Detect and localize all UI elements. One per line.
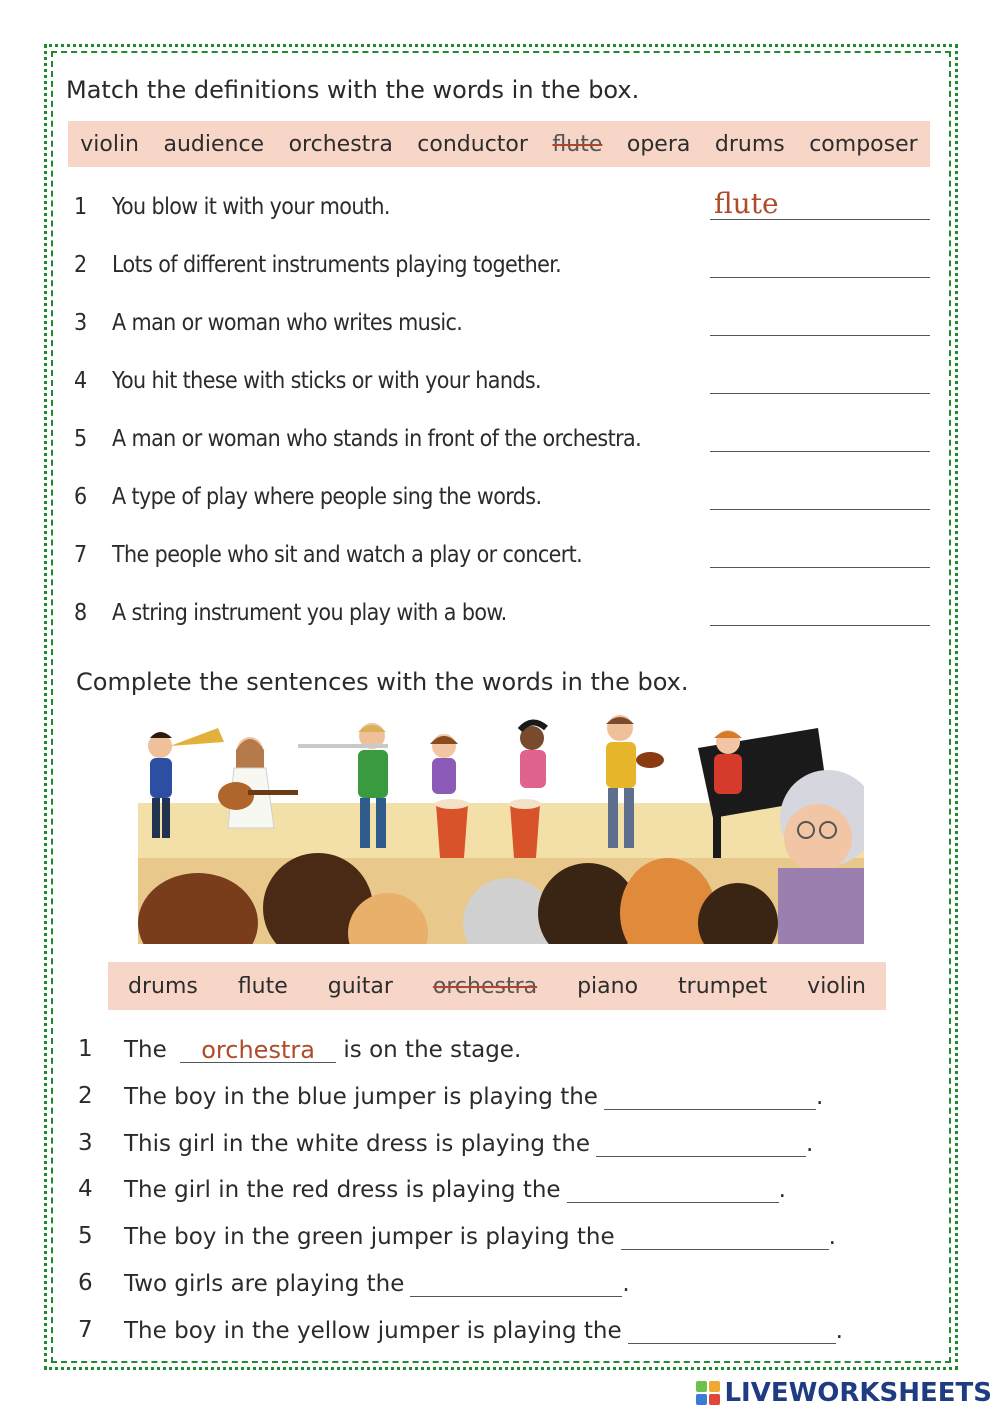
definition-row [74,188,934,246]
sentence-text [124,1176,786,1203]
sentence-end: . [622,1270,630,1297]
definition-text: You blow it with your mouth. [112,194,390,220]
item-number: 1 [78,1036,93,1062]
answer-field[interactable] [710,596,930,626]
item-number: 7 [78,1316,93,1343]
item-number: 5 [78,1223,93,1250]
item-number: 7 [74,542,88,568]
word-chip: guitar [327,973,393,999]
definition-row [74,362,934,420]
item-number: 6 [74,484,88,510]
word-chip: opera [626,131,691,157]
item-number: 4 [78,1176,93,1203]
word-chip: drums [714,131,785,157]
sentence-row [78,1266,938,1313]
answer-field[interactable]: orchestra [180,1036,336,1063]
answer-field[interactable] [710,248,930,278]
definition-row [74,594,934,652]
item-number: 3 [78,1129,93,1156]
sentence-row [78,1172,938,1219]
sentence-start: The boy in the blue jumper is playing the [124,1083,598,1110]
word-chip: violin [807,973,866,999]
sentence-row [78,1032,938,1079]
answer-field[interactable] [596,1130,806,1157]
sentence-end: . [815,1083,824,1110]
sentence-text [124,1270,630,1297]
definition-row [74,304,934,362]
sentence-text [124,1317,843,1344]
exercise2-heading: Complete the sentences with the words in the box. [76,668,689,696]
exercise1-heading: Match the definitions with the words in the box. [66,76,640,104]
definition-list [74,188,934,652]
item-number: 2 [74,252,88,278]
sentence-text [124,1036,521,1063]
sentence-end: . [835,1317,843,1344]
word-chip: drums [127,973,198,999]
logo-mark-icon [696,1381,720,1405]
word-chip: audience [163,131,265,157]
word-chip: piano [577,973,639,999]
sentence-end: is on the stage. [343,1037,522,1063]
definition-row [74,478,934,536]
sentence-list [78,1032,938,1360]
sentence-start: The boy in the green jumper is playing the [124,1224,615,1251]
definition-text: Lots of different instruments playing together. [112,252,562,278]
definition-text: A man or woman who writes music. [112,310,463,336]
answer-field[interactable]: flute [710,190,930,220]
exercise2-word-box [108,962,886,1010]
sentence-row [78,1126,938,1173]
answer-field[interactable] [710,306,930,336]
liveworksheets-logo [696,1378,992,1408]
definition-row [74,246,934,304]
item-number: 6 [78,1269,93,1296]
sentence-end: . [806,1130,814,1157]
sentence-end: . [778,1177,786,1204]
sentence-start: The girl in the red dress is playing the [124,1177,561,1204]
sentence-end: . [828,1224,836,1251]
item-number: 5 [74,426,88,452]
answer-field[interactable] [628,1317,836,1344]
item-number: 4 [74,368,88,394]
sentence-start: The [124,1037,167,1063]
item-number: 1 [74,194,88,220]
sentence-text [124,1130,813,1157]
sentence-text [124,1223,836,1250]
answer-field[interactable] [710,480,930,510]
item-number: 8 [74,600,88,626]
definition-text: A man or woman who stands in front of the orchestra. [112,426,642,452]
sentence-start: This girl in the white dress is playing the [124,1130,591,1157]
logo-text: LIVEWORKSHEETS [724,1378,992,1408]
exercise1-word-box [68,121,930,167]
sentence-row [78,1079,938,1126]
sentence-start: Two girls are playing the [124,1270,405,1297]
word-chip: trumpet [678,973,768,999]
word-chip: conductor [417,131,528,157]
word-chip: violin [80,131,139,157]
word-chip: composer [809,131,918,157]
definition-text: A string instrument you play with a bow. [112,600,507,626]
item-number: 3 [74,310,88,336]
word-chip: orchestra [288,131,393,157]
answer-field[interactable] [567,1176,779,1203]
item-number: 2 [78,1082,93,1109]
answer-field[interactable] [410,1270,622,1297]
concert-illustration [138,708,864,944]
sentence-row [78,1313,938,1360]
sentence-start: The boy in the yellow jumper is playing the [124,1317,622,1344]
answer-field[interactable] [604,1083,816,1110]
answer-field[interactable] [710,538,930,568]
definition-row [74,420,934,478]
word-chip-used: flute [552,131,603,157]
answer-field[interactable] [621,1223,829,1250]
definition-row [74,536,934,594]
answer-field[interactable] [710,422,930,452]
answer-field[interactable] [710,364,930,394]
word-chip: flute [237,973,288,999]
definition-text: The people who sit and watch a play or concert. [112,542,583,568]
definition-text: A type of play where people sing the words. [112,484,542,510]
definition-text: You hit these with sticks or with your hands. [112,368,542,394]
sentence-row [78,1219,938,1266]
word-chip-used: orchestra [432,973,538,999]
sentence-text [124,1083,823,1110]
girl-red-piano-figure [714,730,742,794]
